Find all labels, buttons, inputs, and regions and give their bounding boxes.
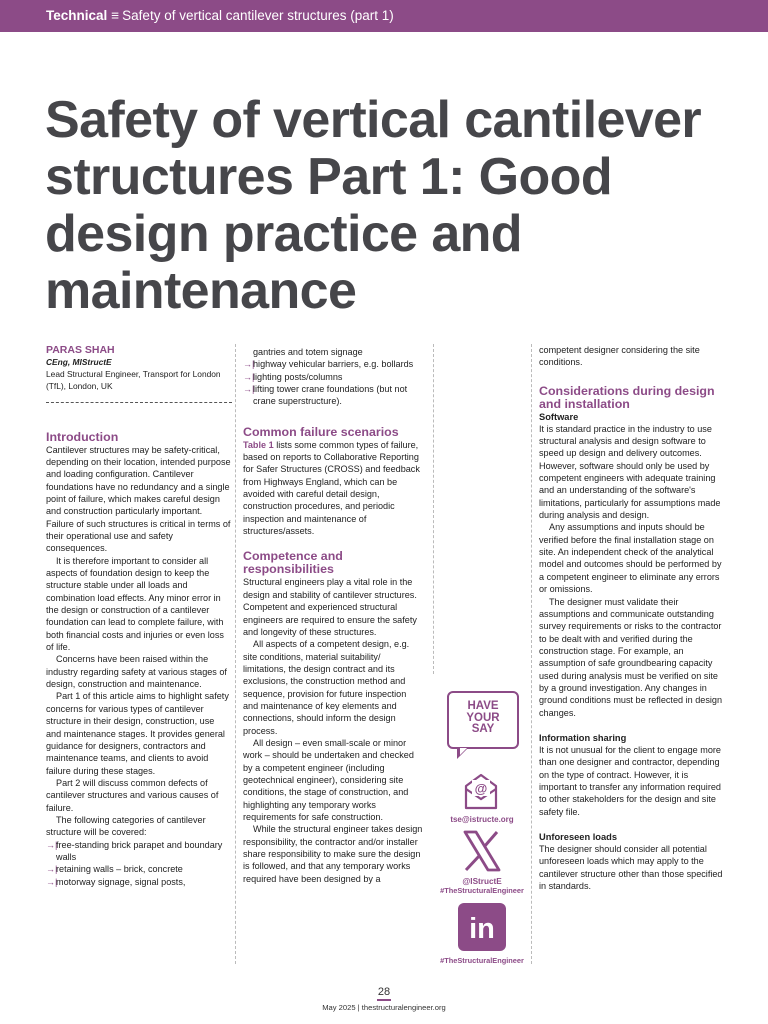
paragraph: The designer should consider all potential unforeseen loads which may apply to the cantilever structure other than those specified in standards.: [539, 844, 723, 892]
have-your-say-bubble: [447, 691, 519, 749]
paragraph: Part 2 will discuss common defects of cantilever structures and various causes of failure.: [46, 777, 219, 813]
list-item-text: free-standing brick parapet and boundary walls: [56, 839, 223, 862]
x-logo-icon[interactable]: [461, 829, 503, 873]
paragraph: Part 1 of this article aims to highlight safety concerns for various types of cantilever structure in their design, construction, use and maintenance stages. It provides general guidance for designers, contractors and maintenance teams, and clients to avoid failure during these stages.: [46, 691, 229, 776]
running-header-label: [46, 8, 394, 23]
arrow-bullet-icon: →|: [243, 371, 255, 382]
column-3: [539, 344, 725, 892]
subheading-information-sharing: Information sharing: [539, 732, 627, 743]
heading-common-failure-scenarios: Common failure scenarios: [243, 424, 399, 439]
x-handle[interactable]: @IStructE: [462, 877, 502, 886]
have-your-say-line: YOUR: [466, 711, 500, 724]
paragraph: Cantilever structures may be safety-critical, depending on their location, intended purpose and loading configuration. Cantilever foundations have no redundancy and a single point of failure, which makes careful design and construction particularly important. Failure of such structures is critical in terms of their operational use and safety consequences.: [46, 444, 231, 554]
column-1: [46, 344, 232, 888]
arrow-bullet-icon: →|: [243, 359, 255, 370]
paragraph: The designer must validate their assumptions and communicate outstanding survey requirements or risks to the contractor to be dealt with and verified during the construction stage. For example, an assumption of safe groundbearing capacity used during analysis must be verified on site by a ground investigation. Any changes in ground conditions must be reflected in design changes.: [539, 596, 722, 718]
section-label: Technical: [46, 8, 108, 23]
subheading-software: Software: [539, 411, 579, 422]
paragraph: The following categories of cantilever structure will be covered:: [46, 814, 206, 838]
paragraph: It is not unusual for the client to engage more than one designer and contractor, depending on the type of contract. However, it is important to transfer any information required to other stakeholders for the design and site safety file.: [539, 744, 721, 817]
running-header: [0, 0, 768, 32]
paragraph: It is therefore important to consider all aspects of foundation design to keep the structure stable under all loads and combination load effects. Any minor error in the design or construction of a cantilever foundation can lead to complete failure, with both financial costs and injuries or even loss of life.: [46, 555, 224, 653]
column-divider: [433, 344, 434, 674]
linkedin-hashtag[interactable]: #TheStructuralEngineer: [440, 956, 524, 965]
linkedin-icon[interactable]: [458, 903, 506, 951]
list-item: [243, 383, 423, 408]
arrow-bullet-icon: →|: [243, 384, 255, 395]
running-title: Safety of vertical cantilever structures (part 1): [122, 8, 394, 23]
have-your-say-line: HAVE: [467, 700, 499, 712]
article-title: Safety of vertical cantilever structures Part 1: Good design practice and maintenance: [45, 91, 702, 320]
list-item-text: lighting posts/columns: [253, 371, 343, 382]
footer-issue: May 2025 | thestructuralengineer.org: [322, 1003, 446, 1012]
paragraph: Structural engineers play a vital role in the design and stability of cantilever structures. Competent and experienced structural engineers are required to ensure the safety and longevity of these structures.: [243, 577, 417, 637]
paragraph: While the structural engineer takes design responsibility, the contractor and/or installer share responsibility to make sure the design is followed, and that any temporary works required have been designed by a: [243, 824, 423, 884]
email-link[interactable]: tse@istructe.org: [450, 815, 514, 824]
author-credentials: CEng, MIStructE: [46, 357, 112, 367]
email-icon[interactable]: [463, 771, 499, 811]
list-item: [243, 371, 423, 383]
svg-text:in: in: [469, 913, 495, 945]
paragraph: Any assumptions and inputs should be verified before the final installation stage on site. An independent check of the analytical model and outcomes should be performed by a competent engineer to eliminate any errors or omissions.: [539, 522, 722, 595]
list-item: [46, 839, 232, 864]
paragraph-text: lists some common types of failure, based on reports to Collaborative Reporting for Safer Structures (CROSS) and feedback from Highways England, which can be avoided with careful detail design, construction procedures, and periodic inspection and maintenance of structures/assets.: [243, 439, 420, 537]
list-item: [46, 876, 232, 888]
column-2: [243, 346, 423, 885]
heading-considerations: Considerations during design and installation: [539, 383, 715, 411]
arrow-bullet-icon: →|: [46, 876, 58, 887]
author-role: Lead Structural Engineer, Transport for London (TfL), London, UK: [46, 369, 221, 392]
table-reference-link[interactable]: Table 1: [243, 439, 274, 450]
list-item-text: motorway signage, signal posts,: [56, 876, 186, 887]
page-number: 28: [377, 986, 391, 998]
paragraph: competent designer considering the site conditions.: [539, 345, 700, 368]
paragraph: All design – even small-scale or minor work – should be undertaken and checked by a competent engineer (including geotechnical engineer), considering site conditions, the stage of construction, and highlighting any temporary works requirements for safe construction.: [243, 737, 414, 822]
paragraph: All aspects of a competent design, e.g. site conditions, material suitability/ limitations, the design contract and its exclusions, the construction method and sequence, provision for future inspection and maintenance of key elements and connections, should inform the design process.: [243, 639, 410, 736]
svg-text:@: @: [474, 781, 488, 796]
subheading-unforeseen-loads: Unforeseen loads: [539, 832, 618, 842]
list-item-text: highway vehicular barriers, e.g. bollards: [253, 359, 414, 370]
list-item-text: lifting tower crane foundations (but not crane superstructure).: [253, 384, 408, 407]
arrow-bullet-icon: →|: [46, 839, 58, 850]
list-item-continued: gantries and totem signage: [253, 347, 363, 357]
have-your-say-line: SAY: [471, 723, 495, 735]
speech-tail-inner: [460, 748, 467, 755]
paragraph: It is standard practice in the industry to use structural analysis and design software to speed up design and delivery outcomes. However, software should only be used by competent engineers with adequate training and an understanding of the software's limitations, particularly for assumptions made during analysis and design.: [539, 423, 721, 521]
footer-rule: [377, 999, 391, 1001]
author-name: PARAS SHAH: [46, 344, 115, 356]
arrow-bullet-icon: →|: [46, 864, 58, 875]
heading-competence: Competence and responsibilities: [243, 549, 343, 577]
list-item: [243, 358, 423, 370]
paragraph: Concerns have been raised within the industry regarding safety at various stages of design, construction and maintenance.: [46, 654, 227, 690]
author-divider: [46, 402, 232, 403]
separator-icon: ≡: [111, 8, 120, 23]
paragraph: [243, 439, 423, 538]
column-divider: [235, 344, 236, 964]
list-item-text: retaining walls – brick, concrete: [56, 864, 183, 875]
list-item: [46, 863, 232, 875]
column-divider: [531, 344, 532, 964]
x-hashtag[interactable]: #TheStructuralEngineer: [440, 886, 524, 895]
heading-introduction: Introduction: [46, 429, 119, 444]
